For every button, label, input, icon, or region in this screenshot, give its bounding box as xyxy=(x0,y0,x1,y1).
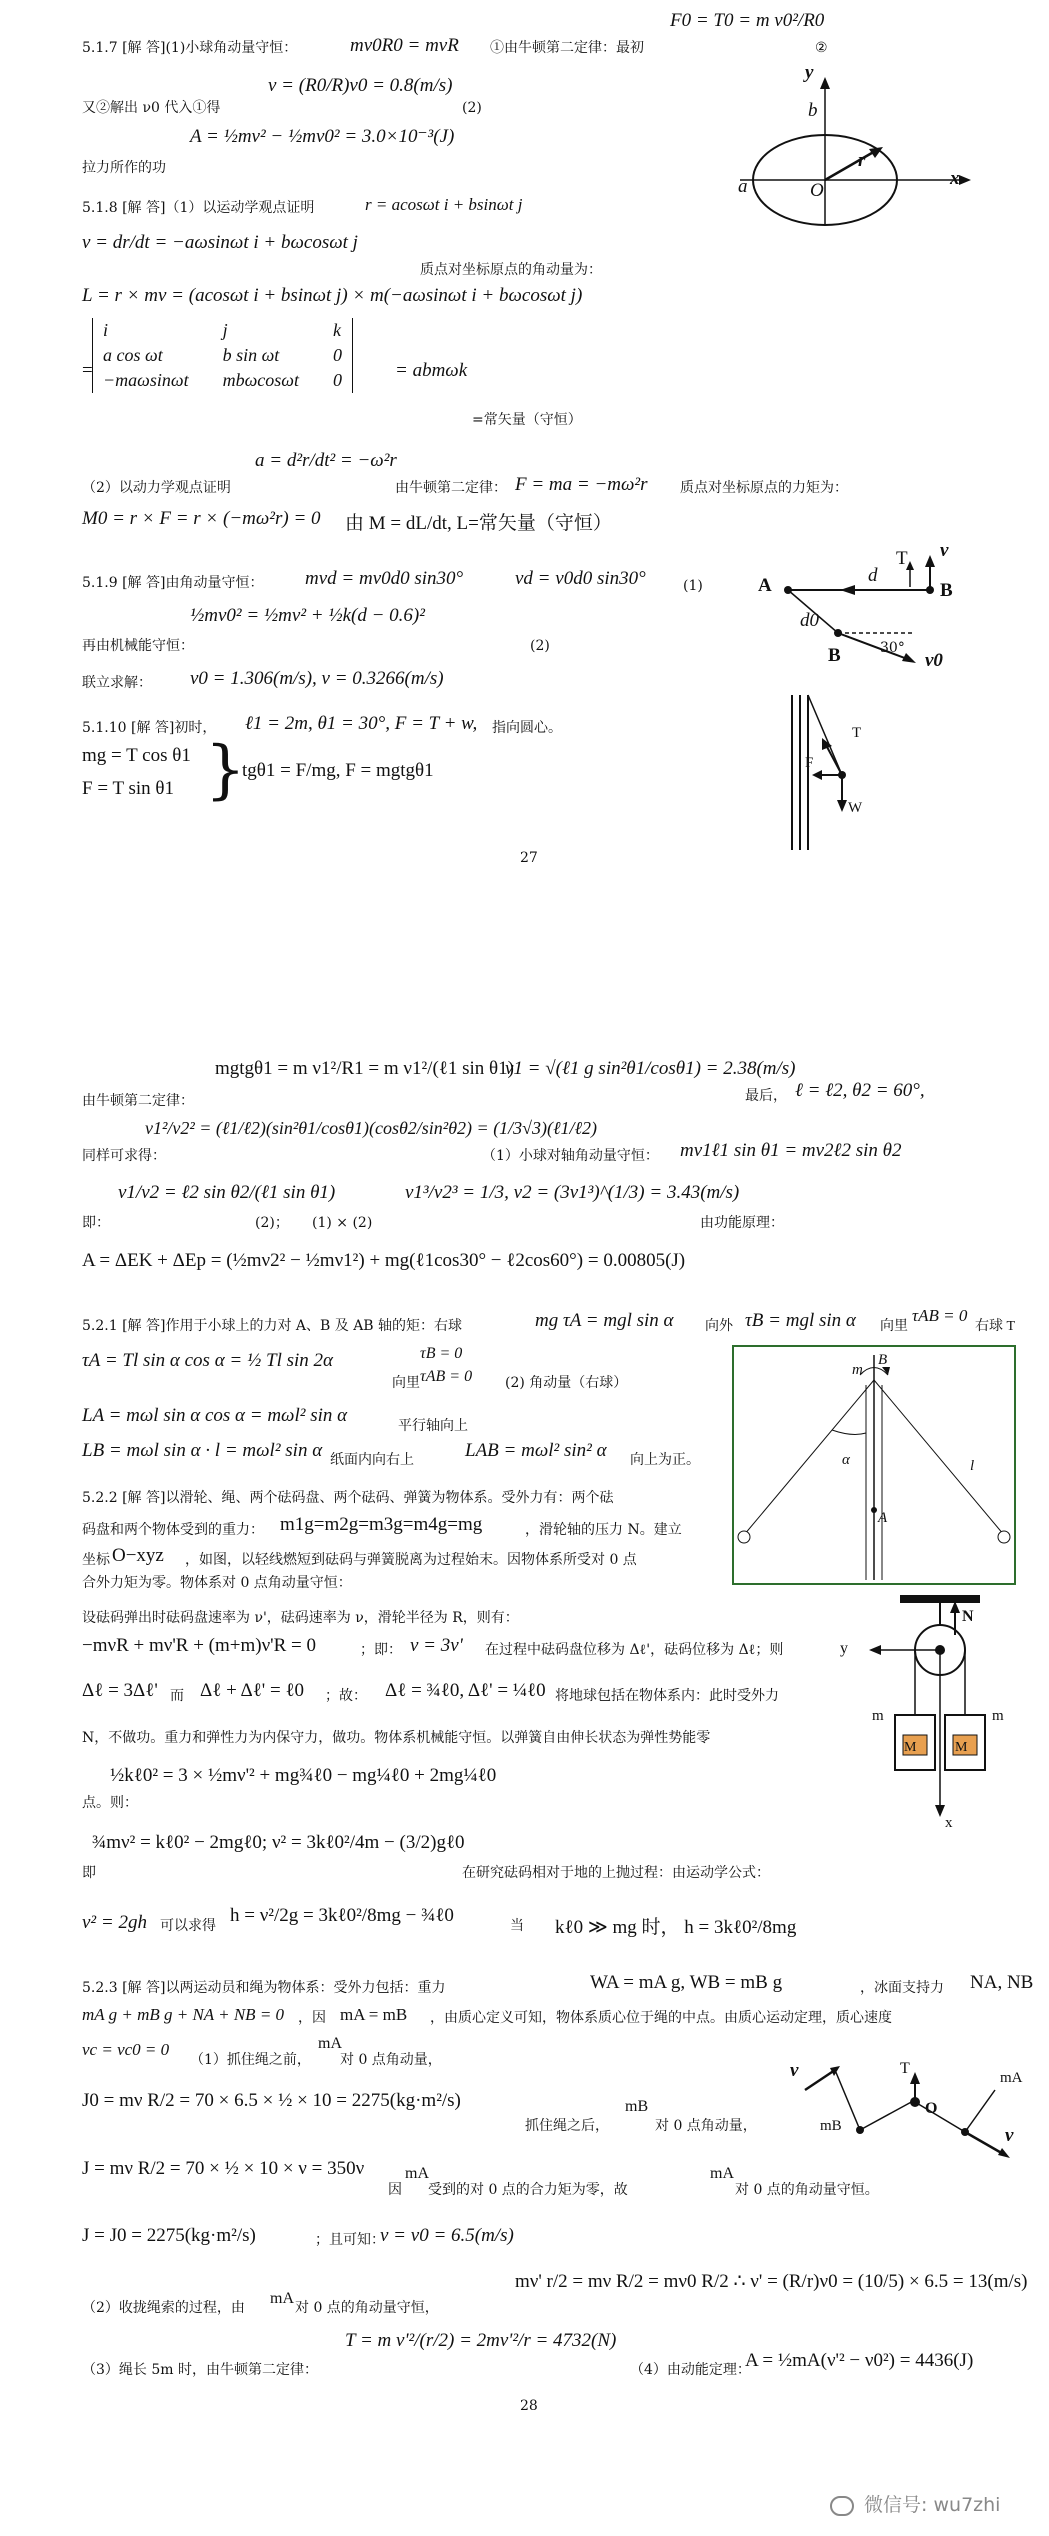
s519-eq1: mνd = mν0d0 sin30° xyxy=(305,568,464,589)
p2-m12: (1) × (2) xyxy=(312,1215,373,1231)
pulley-y-label: y xyxy=(840,1640,848,1657)
s521-head: 5.2.1 [解 答]作用于小球上的力对 A、B 及 AB 轴的矩：右球 xyxy=(82,1318,463,1334)
s523-p1: （1）抓住绳之前， xyxy=(190,2052,311,2068)
s522-eq2: Δℓ = 3Δℓ' xyxy=(82,1680,158,1701)
s522-l2a: 码盘和两个物体受到的重力： xyxy=(82,1522,264,1538)
s519-energy: 再由机械能守恒： xyxy=(82,638,194,654)
s523-l3b: 受到的对 0 点的合力矩为零，故 xyxy=(428,2182,628,2198)
pulley-m2-label: m xyxy=(992,1708,1004,1724)
s522-l2b: ，滑轮轴的压力 N。建立 xyxy=(525,1522,682,1538)
s518-torque-note: 质点对坐标原点的力矩为： xyxy=(680,480,848,496)
s522-l3a: 坐标 xyxy=(82,1552,110,1568)
s518-r: r = acosωt i + bsinωt j xyxy=(365,195,523,214)
s521-paper: 纸面内向右上 xyxy=(330,1452,414,1468)
s522-g: m1g=m2g=m3g=m4g=mg xyxy=(280,1514,483,1535)
rod-alpha-label: α xyxy=(842,1452,850,1468)
s518-note: 质点对坐标原点的角动量为： xyxy=(420,262,602,278)
s517-head: 5.1.7 [解 答](1)小球角动量守恒： xyxy=(82,40,298,56)
s523-l3-mA: mA xyxy=(405,2165,429,2182)
s523-vc: vc = vc0 = 0 xyxy=(82,2040,170,2059)
s523-qie: ；且可知： xyxy=(315,2232,385,2248)
s519-eq2: ½mν0² = ½mν² + ½k(d − 0.6)² xyxy=(190,605,425,626)
s523-A: A = ½mA(ν'² − ν0²) = 4436(J) xyxy=(745,2350,974,2371)
p2-ratio: ν1²/ν2² = (ℓ1/ℓ2)(sin²θ1/cosθ1)(cosθ2/sin²θ2) = (1/3√3)(ℓ1/ℓ2) xyxy=(145,1118,598,1138)
s521-p2: (2) 角动量（右球） xyxy=(505,1375,628,1391)
s521-tA: τA = Tl sin α cos α = ½ Tl sin 2α xyxy=(82,1350,333,1371)
brace-icon: } xyxy=(205,733,246,807)
p2-m2: (2)； xyxy=(255,1215,289,1231)
s518-result: = abmωk xyxy=(395,360,468,381)
pulley-x-label: x xyxy=(945,1815,953,1831)
rope-O-label: O xyxy=(925,2100,938,2117)
pulley-M1-label: M xyxy=(904,1740,917,1755)
s518-newton: 由牛顿第二定律： xyxy=(395,480,507,496)
s522-eq6: ¾mν² = kℓ0² − 2mgℓ0; ν² = 3kℓ0²/4m − (3/2)gℓ0 xyxy=(92,1832,465,1853)
s521-out: 向外 xyxy=(705,1318,733,1334)
page-number-28: 28 xyxy=(520,2398,538,2414)
s519-eq3: ν0 = 1.306(m/s), ν = 0.3266(m/s) xyxy=(190,668,444,689)
s523-JJ: J = J0 = 2275(kg·m²/s) xyxy=(82,2225,256,2246)
s517-eq2: F0 = T0 = m ν0²/R0 xyxy=(670,10,825,31)
mat-cell: mbωcosωt xyxy=(222,370,299,390)
spring-T-label: T xyxy=(896,548,908,569)
mat-cell: 0 xyxy=(333,345,342,365)
s522-eq7: ν² = 2gh xyxy=(82,1912,147,1933)
s519-mark1: (1) xyxy=(683,578,703,594)
ellipse-y-label: y xyxy=(805,62,814,83)
rope-v2-label: ν xyxy=(1005,2125,1014,2146)
s522-l9: 在研究砝码相对于地的上抛过程：由运动学公式： xyxy=(462,1865,770,1881)
s523-J: J = mν R/2 = 70 × ½ × 10 × ν = 350ν xyxy=(82,2158,365,2179)
s521-tB0: τB = 0 xyxy=(420,1345,463,1362)
cone-pendulum-diagram xyxy=(780,690,900,855)
s522-eq3: Δℓ + Δℓ' = ℓ0 xyxy=(200,1680,305,1701)
s521-up: 向上为正。 xyxy=(630,1452,700,1468)
s523-N: NA, NB xyxy=(970,1972,1034,1993)
pulley-M2-label: M xyxy=(955,1740,968,1755)
s523-yin: ，因 xyxy=(298,2010,326,2026)
s518-matrix xyxy=(92,318,353,393)
p2-eq1-v: ν1 = √(ℓ1 g sin²θ1/cosθ1) = 2.38(m/s) xyxy=(505,1058,796,1079)
s5110-head: 5.1.10 [解 答]初时， xyxy=(82,720,217,736)
spring-A-label: A xyxy=(758,575,772,596)
s518-head: 5.1.8 [解 答]（1）以运动学观点证明 xyxy=(82,200,315,216)
s517-note1: ①由牛顿第二定律：最初 xyxy=(490,40,644,56)
ellipse-o-label: O xyxy=(810,180,824,201)
s517-mark2: ② xyxy=(815,40,828,56)
p2-ratio2: ν1/ν2 = ℓ2 sin θ2/(ℓ1 sin θ1) xyxy=(118,1182,336,1203)
s522-l8: N，不做功。重力和弹性力为内保守力，做功。物体系机械能守恒。以弹簧自由伸长状态为弹性势能零 xyxy=(82,1730,711,1746)
s523-p3: （3）绳长 5m 时，由牛顿第二定律： xyxy=(82,2362,318,2378)
mat-cell: a cos ωt xyxy=(103,345,163,365)
spring-v0-label: ν0 xyxy=(925,650,943,671)
s523-mAB: mA = mB xyxy=(340,2005,408,2024)
rope-T-label: T xyxy=(900,2060,910,2077)
rope-mB-label: mB xyxy=(820,2118,842,2134)
s522-ji: ；即： xyxy=(360,1642,402,1658)
cone-F-label: F xyxy=(805,755,814,771)
s523-mB: mB xyxy=(625,2098,649,2115)
p2-A: A = ΔEK + ΔEp = (½mν2² − ½mν1²) + mg(ℓ1cos30° − ℓ2cos60°) = 0.00805(J) xyxy=(82,1250,686,1271)
mat-cell: −maωsinωt xyxy=(103,370,189,390)
s522-eq8: h = ν²/2g = 3kℓ0²/8mg − ¾ℓ0 xyxy=(230,1905,454,1926)
s523-vv: ν = ν0 = 6.5(m/s) xyxy=(380,2225,514,2246)
wechat-icon xyxy=(830,2496,854,2516)
rod-m-label: m xyxy=(852,1362,863,1378)
mat-cell: b sin ωt xyxy=(222,345,280,365)
pulley-N-label: N xyxy=(962,1608,974,1625)
s522-eq4: Δℓ = ¾ℓ0, Δℓ' = ¼ℓ0 xyxy=(385,1680,546,1701)
p2-newton: 由牛顿第二定律： xyxy=(82,1093,194,1109)
s522-eq1b: ν = 3ν' xyxy=(410,1635,463,1656)
spring-B-label: B xyxy=(940,580,953,601)
s522-l7: 将地球包括在物体系内：此时受外力 xyxy=(555,1688,779,1704)
s523-J0: J0 = mν R/2 = 70 × 6.5 × ½ × 10 = 2275(kg·m²/s) xyxy=(82,2090,461,2111)
s522-l1: 5.2.2 [解 答]以滑轮、绳、两个砝码盘、两个砝码、弹簧为物体系。受外力有：两个砝 xyxy=(82,1490,614,1506)
p2-last: 最后， xyxy=(745,1088,787,1104)
p2-ji: 即： xyxy=(82,1215,110,1231)
ellipse-b-label: b xyxy=(808,100,818,121)
p2-work: 由功能原理： xyxy=(700,1215,784,1231)
s518-part2: （2）以动力学观点证明 xyxy=(82,480,231,496)
s521-tB: τB = mgl sin α xyxy=(745,1310,856,1331)
s518-v: v = dr/dt = −aωsinωt i + bωcosωt j xyxy=(82,232,358,253)
s523-p2-mA: mA xyxy=(270,2290,294,2307)
p2-p1: （1）小球对轴角动量守恒： xyxy=(482,1148,659,1164)
mat-eq-sign: = xyxy=(82,360,93,381)
s523-l3c: 对 0 点的角动量守恒。 xyxy=(735,2182,879,2198)
s521-in: 向里 xyxy=(880,1318,908,1334)
s521-LAB: LAB = mωl² sin² α xyxy=(465,1440,607,1461)
spring-d-label: d xyxy=(868,565,878,586)
s523-mA: mA xyxy=(318,2035,342,2052)
s518-const: =常矢量（守恒） xyxy=(472,412,582,428)
mat-cell: k xyxy=(333,320,341,340)
s5110-res: tgθ1 = F/mg, F = mgtgθ1 xyxy=(242,760,434,781)
s523-dui: 对 0 点角动量， xyxy=(340,2052,442,2068)
s521-in2: 向里 xyxy=(392,1375,420,1391)
s522-ke: 可以求得 xyxy=(160,1918,216,1934)
s522-l5: 设砝码弹出时砝码盘速率为 ν'，砝码速率为 ν，滑轮半径为 R，则有： xyxy=(82,1610,519,1626)
spring-v-label: ν xyxy=(940,540,949,561)
s522-gu: ；故： xyxy=(325,1688,367,1704)
s518-F: F = ma = −mω²r xyxy=(515,474,648,495)
p2-am: mν1ℓ1 sin θ1 = mν2ℓ2 sin θ2 xyxy=(680,1140,902,1161)
rope-mA-label: mA xyxy=(1000,2070,1023,2086)
s517-eq1: mν0R0 = mνR xyxy=(350,35,459,56)
s5110-point: 指向圆心。 xyxy=(492,720,562,736)
s517-line3: 拉力所作的功 xyxy=(82,160,166,176)
ellipse-diagram xyxy=(735,65,975,230)
mat-cell: 0 xyxy=(333,370,342,390)
s522-l6: 在过程中砝码盘位移为 Δℓ'，砝码位移为 Δℓ；则 xyxy=(485,1642,784,1658)
s523-T: T = m ν'²/(r/2) = 2mν'²/r = 4732(N) xyxy=(345,2330,617,2351)
s517-eq3: ν = (R0/R)ν0 = 0.8(m/s) xyxy=(268,75,453,96)
rod-l-label: l xyxy=(970,1458,975,1474)
s522-eq9: kℓ0 ≫ mg 时， h = 3kℓ0²/8mg xyxy=(555,1917,797,1938)
s522-dang: 当 xyxy=(510,1918,524,1934)
rope-v1-label: ν xyxy=(790,2060,799,2081)
s523-eqF: mA g + mB g + NA + NB = 0 xyxy=(82,2005,285,2024)
ellipse-x-label: x xyxy=(950,168,960,189)
s523-dui2: 对 0 点角动量， xyxy=(655,2118,757,2134)
p2-same: 同样可求得： xyxy=(82,1148,166,1164)
spring-30-label: 30° xyxy=(880,640,905,656)
s523-l3-mA2: mA xyxy=(710,2165,734,2182)
rod-A-label: A xyxy=(878,1510,888,1526)
s522-er: 而 xyxy=(170,1688,184,1704)
s5110-sys1: mg = T cos θ1 xyxy=(82,745,191,766)
s523-l1b: ，冰面支持力 xyxy=(860,1980,944,1996)
s517-eq4: A = ½mν² − ½mν0² = 3.0×10⁻³(J) xyxy=(190,126,455,147)
s522-l4: 合外力矩为零。物体系对 0 点角动量守恒： xyxy=(82,1575,352,1591)
s521-LA: LA = mωl sin α cos α = mωl² sin α xyxy=(82,1405,348,1426)
s519-solve: 联立求解： xyxy=(82,675,152,691)
s522-ji2: 即 xyxy=(82,1865,96,1881)
mat-cell: i xyxy=(103,320,109,340)
s5110-cond: ℓ1 = 2m, θ1 = 30°, F = T + w, xyxy=(245,713,478,734)
wechat-watermark xyxy=(830,2490,1000,2517)
ellipse-a-label: a xyxy=(738,176,748,197)
spring-d0-label: d0 xyxy=(800,610,819,631)
p2-v2: ν1³/ν2³ = 1/3, ν2 = (3ν1³)^(1/3) = 3.43(m/s) xyxy=(405,1182,740,1203)
cone-T-label: T xyxy=(852,725,862,741)
s519-eq1b: νd = ν0d0 sin30° xyxy=(515,568,646,589)
s522-l3b: ，如图，以轻线燃短到砝码与弹簧脱离为过程始末。因物体系所受对 0 点 xyxy=(185,1552,637,1568)
s523-l1a: 5.2.3 [解 答]以两运动员和绳为物体系：受外力包括：重力 xyxy=(82,1980,446,1996)
p2-eq1: mgtgθ1 = m ν1²/R1 = m ν1²/(ℓ1 sin θ1) xyxy=(215,1058,514,1079)
s517-mark3: (2) xyxy=(462,100,482,116)
s519-mark2: (2) xyxy=(530,638,550,654)
s522-eq5: ½kℓ0² = 3 × ½mν'² + mg¾ℓ0 − mg¼ℓ0 + 2mg¼ℓ0 xyxy=(110,1765,497,1786)
p2-last-eq: ℓ = ℓ2, θ2 = 60°, xyxy=(795,1080,925,1101)
ellipse-r-label: r xyxy=(858,150,866,171)
s521-tAB0: τAB = 0 xyxy=(420,1368,473,1385)
s5110-sys2: F = T sin θ1 xyxy=(82,778,174,799)
s523-p2b: 对 0 点的角动量守恒， xyxy=(295,2300,439,2316)
page-number-27: 27 xyxy=(520,850,538,866)
s521-mg: mg τA = mgl sin α xyxy=(535,1310,674,1331)
s517-line2: 又②解出 ν0 代入①得 xyxy=(82,100,221,116)
s523-after: 抓住绳之后， xyxy=(525,2118,609,2134)
s518-L: L = r × mv = (acosωt i + bsinωt j) × m(−aωsinωt i + bωcosωt j) xyxy=(82,285,583,306)
s523-l2: ，由质心定义可知，物体系质心位于绳的中点。由质心运动定理，质心速度 xyxy=(430,2010,892,2026)
s523-p4: （4）由动能定理： xyxy=(630,2362,751,2378)
s521-tAB: τAB = 0 xyxy=(912,1306,968,1325)
s518-M: M0 = r × F = r × (−mω²r) = 0 xyxy=(82,508,321,529)
rope-diagram xyxy=(800,2060,1025,2160)
s522-xyz: O−xyz xyxy=(112,1545,164,1566)
spring-B2-label: B xyxy=(828,645,841,666)
s521-LB: LB = mωl sin α · l = mωl² sin α xyxy=(82,1440,323,1461)
s523-p2: （2）收拢绳索的过程，由 xyxy=(82,2300,245,2316)
s522-pt: 点。则： xyxy=(82,1795,138,1811)
s521-rt: 右球 T xyxy=(975,1319,1016,1334)
s521-par: 平行轴向上 xyxy=(398,1418,468,1434)
s523-l3a: 因 xyxy=(388,2182,402,2198)
s523-W: WA = mA g, WB = mB g xyxy=(590,1972,783,1993)
cone-W-label: W xyxy=(848,800,863,816)
watermark-text: 微信号: wu7zhi xyxy=(864,2494,1001,2516)
s522-eq1: −mνR + mν'R + (m+m)ν'R = 0 xyxy=(82,1635,316,1656)
s518-conclude: 由 M = dL/dt, L=常矢量（守恒） xyxy=(345,513,612,534)
rod-B-label: B xyxy=(878,1352,888,1368)
s518-a: a = d²r/dt² = −ω²r xyxy=(255,450,397,471)
s523-eq10: mν' r/2 = mν R/2 = mν0 R/2 ∴ ν' = (R/r)ν0 = (10/5) × 6.5 = 13(m/s) xyxy=(515,2271,1028,2292)
s519-head: 5.1.9 [解 答]由角动量守恒： xyxy=(82,575,264,591)
pulley-m1-label: m xyxy=(872,1708,884,1724)
mat-cell: j xyxy=(222,320,228,340)
